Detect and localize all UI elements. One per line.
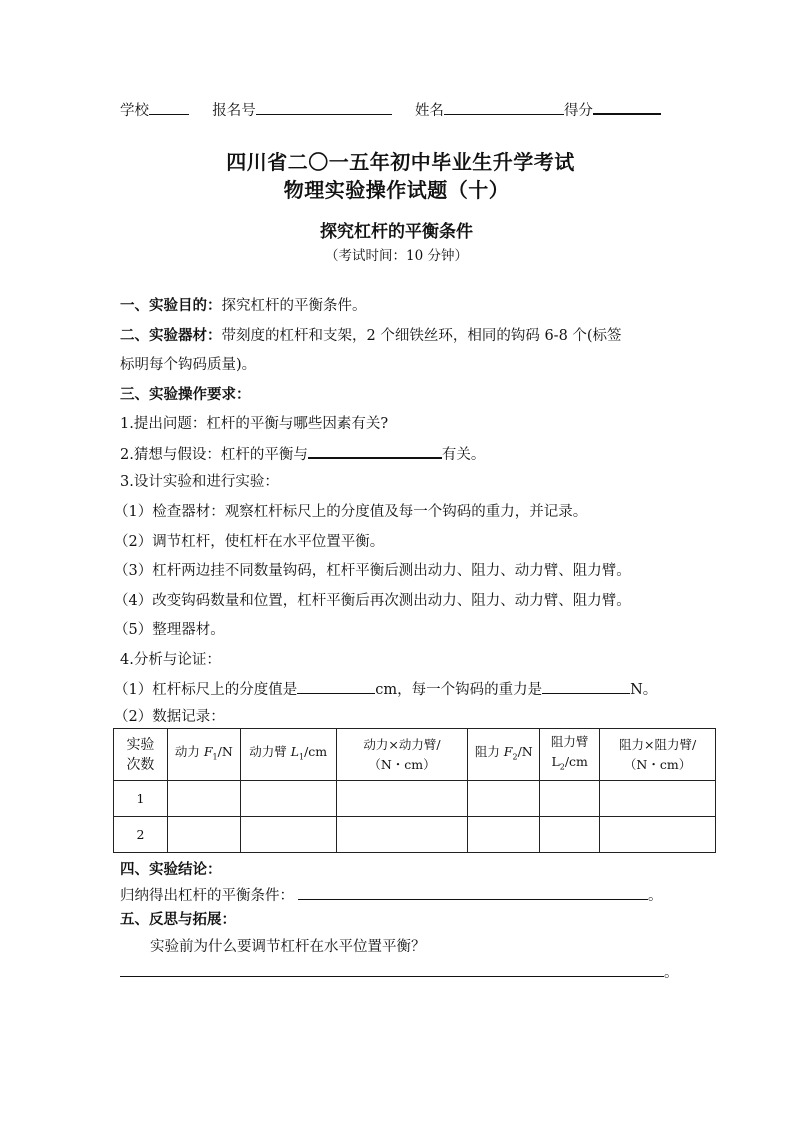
- table-row: [114, 781, 716, 817]
- header-effort-product: 动力×动力臂/ （N・cm）: [336, 729, 468, 781]
- trial-number: 2: [114, 817, 168, 853]
- conclusion-text: 归纳得出杠杆的平衡条件：: [120, 888, 294, 904]
- section-heading: 二、实验器材：: [120, 328, 222, 344]
- section-purpose: [120, 296, 367, 316]
- trial-number: 1: [114, 781, 168, 817]
- hypothesis-text: 2.猜想与假设：杠杆的平衡与: [120, 447, 308, 463]
- item-analysis: 4.分析与论证：: [120, 652, 221, 668]
- scale-blank[interactable]: [297, 679, 375, 694]
- table-row: [114, 817, 716, 853]
- exam-title: 四川省二〇一五年初中毕业生升学考试: [226, 150, 575, 174]
- header-l2: 阻力臂 $L_2/cm$: [540, 729, 600, 781]
- section-text: 带刻度的杠杆和支架，2 个细铁丝环，相同的钩码 6-8 个(标签: [221, 328, 622, 344]
- school-field[interactable]: [149, 100, 189, 115]
- section-materials: [120, 326, 622, 346]
- conclusion-end: 。: [648, 888, 663, 904]
- weight-unit: N。: [630, 682, 658, 698]
- weight-blank[interactable]: [542, 679, 630, 694]
- reflection-blank[interactable]: [120, 962, 664, 977]
- step-4: （4）改变钩码数量和位置，杠杆平衡后再次测出动力、阻力、动力臂、阻力臂。: [114, 593, 631, 609]
- weight-text: cm，每一个钩码的重力是: [375, 682, 543, 698]
- analysis-1: [114, 679, 657, 700]
- data-record-table: [113, 728, 716, 853]
- cell-p2[interactable]: [600, 781, 716, 817]
- item-hypothesis: [120, 443, 485, 465]
- cell-f2[interactable]: [468, 817, 540, 853]
- cell-p2[interactable]: [600, 817, 716, 853]
- section-heading: 一、实验目的：: [120, 298, 222, 314]
- score-label: 得分: [563, 103, 593, 119]
- conclusion-line: [120, 885, 663, 906]
- school-label: 学校: [120, 103, 149, 119]
- section-heading-conclusion: 四、实验结论：: [120, 862, 222, 878]
- item-design: 3.设计实验和进行实验：: [120, 474, 279, 490]
- cell-l2[interactable]: [540, 817, 600, 853]
- reg-no-field[interactable]: [256, 100, 392, 115]
- cell-f2[interactable]: [468, 781, 540, 817]
- section-heading-requirements: 三、实验操作要求：: [120, 387, 251, 403]
- analysis-2: （2）数据记录：: [114, 709, 225, 725]
- cell-p1[interactable]: [336, 817, 468, 853]
- name-field[interactable]: [444, 100, 564, 115]
- reflection-answer-line: [120, 962, 679, 983]
- step-1: （1）检查器材：观察杠杆标尺上的分度值及每一个钩码的重力，并记录。: [114, 504, 588, 520]
- cell-l2[interactable]: [540, 781, 600, 817]
- exam-subtitle: 物理实验操作试题（十）: [283, 178, 510, 202]
- header-l1: 动力臂 $L_1/cm$: [240, 729, 336, 781]
- score-field[interactable]: [593, 99, 661, 115]
- name-label: 姓名: [414, 103, 444, 119]
- step-5: （5）整理器材。: [114, 622, 225, 638]
- header-trial: 实验 次数: [114, 729, 168, 781]
- header-load-product: 阻力×阻力臂/ （N・cm）: [600, 729, 716, 781]
- header-fields: [120, 99, 661, 121]
- section-heading-reflection: 五、反思与拓展：: [120, 912, 236, 928]
- reg-no-label: 报名号: [212, 103, 256, 119]
- exam-time: （考试时间：10 分钟）: [325, 248, 468, 264]
- cell-p1[interactable]: [336, 781, 468, 817]
- conclusion-blank[interactable]: [298, 885, 648, 900]
- reflection-question: 实验前为什么要调节杠杆在水平位置平衡？: [150, 939, 426, 955]
- step-3: （3）杠杆两边挂不同数量钩码，杠杆平衡后测出动力、阻力、动力臂、阻力臂。: [114, 563, 631, 579]
- step-2: （2）调节杠杆，使杠杆在水平位置平衡。: [114, 534, 385, 550]
- topic-title: 探究杠杆的平衡条件: [320, 222, 473, 242]
- cell-f1[interactable]: [167, 817, 240, 853]
- table-header-row: [114, 729, 716, 781]
- cell-f1[interactable]: [167, 781, 240, 817]
- reflection-end: 。: [664, 965, 679, 981]
- cell-l1[interactable]: [240, 817, 336, 853]
- hypothesis-blank[interactable]: [308, 443, 442, 459]
- hypothesis-text-end: 有关。: [441, 447, 486, 463]
- section-text: 探究杠杆的平衡条件。: [221, 298, 367, 314]
- cell-l1[interactable]: [240, 781, 336, 817]
- header-f2: 阻力 $F_2/N$: [468, 729, 540, 781]
- item-question: 1.提出问题：杠杆的平衡与哪些因素有关?: [120, 416, 389, 432]
- scale-text: （1）杠杆标尺上的分度值是: [114, 682, 298, 698]
- header-f1: 动力 $F_1/N$: [167, 729, 240, 781]
- section-materials-cont: 标明每个钩码质量)。: [120, 357, 257, 373]
